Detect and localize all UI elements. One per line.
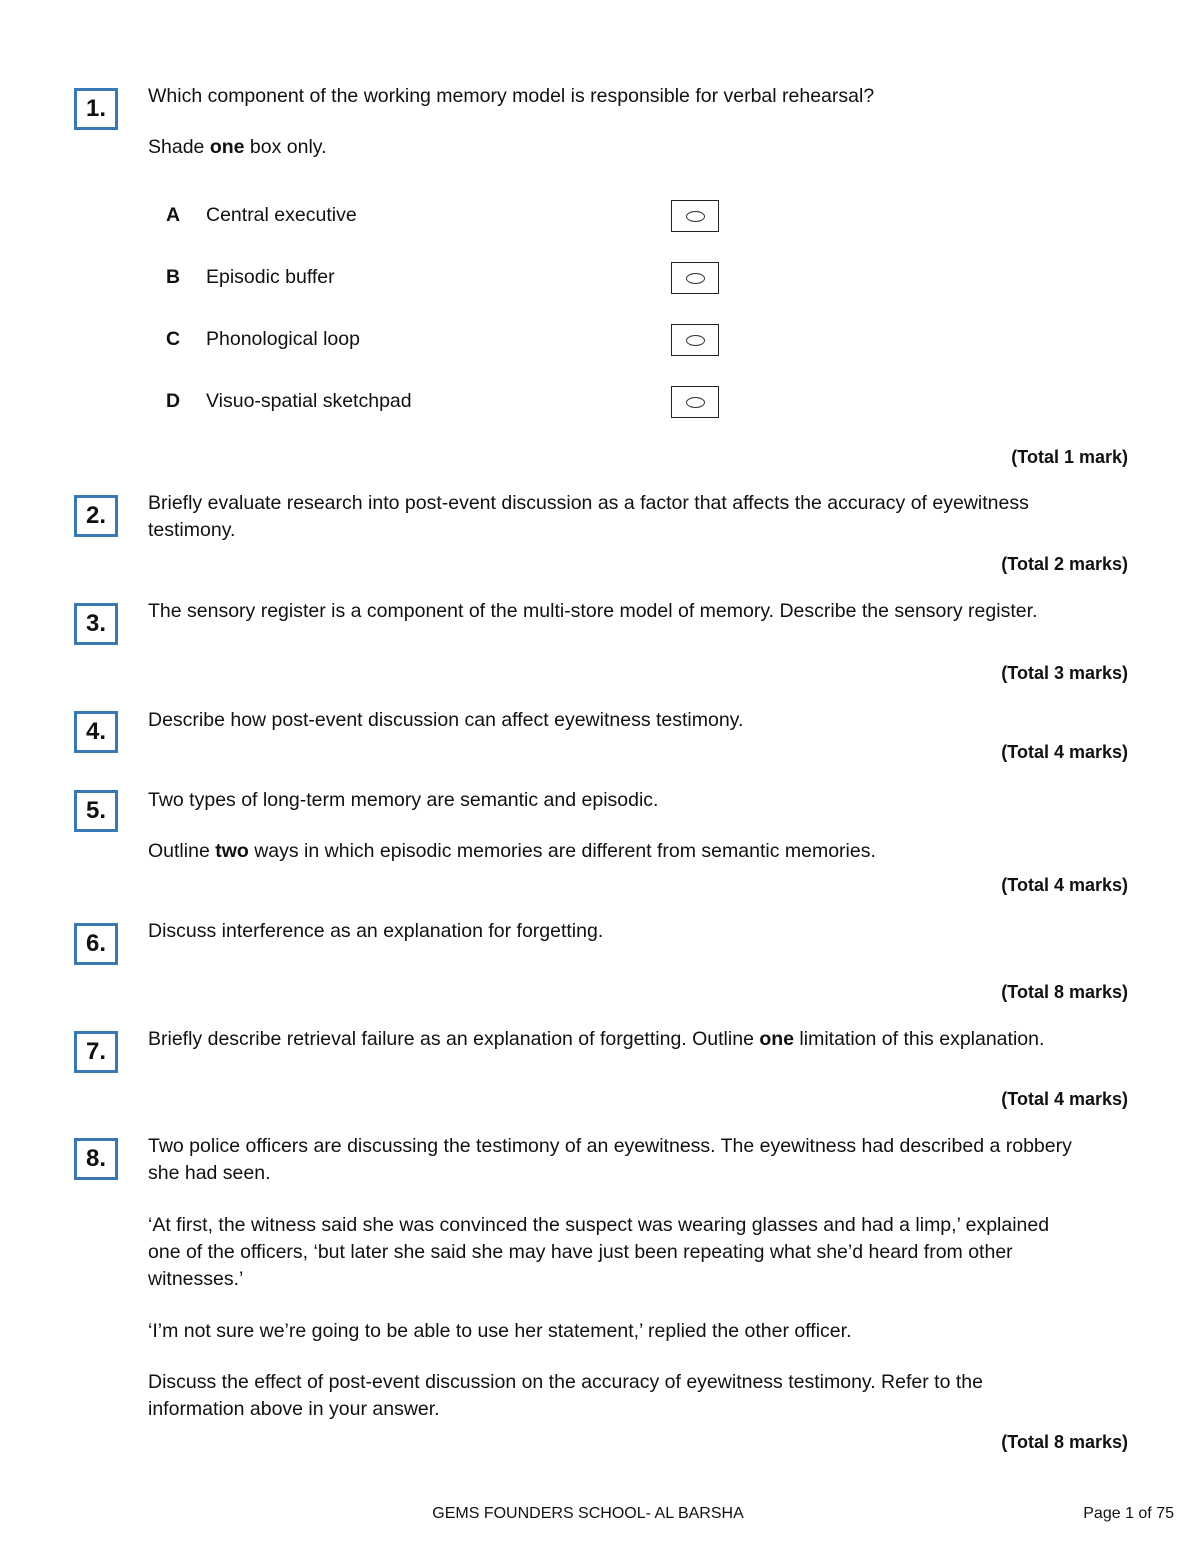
option-b-answer-box[interactable] bbox=[671, 262, 719, 294]
question-number-5: 5. bbox=[74, 790, 118, 832]
question-4-prompt: Describe how post-event discussion can affect eyewitness testimony. bbox=[148, 709, 744, 731]
oval-icon bbox=[686, 211, 705, 222]
option-d-label: Visuo-spatial sketchpad bbox=[206, 390, 412, 412]
question-number-8: 8. bbox=[74, 1138, 118, 1180]
oval-icon bbox=[686, 397, 705, 408]
question-5-total: (Total 4 marks) bbox=[1001, 875, 1128, 895]
question-4-total: (Total 4 marks) bbox=[1001, 742, 1128, 762]
question-6-prompt: Discuss interference as an explanation for forgetting. bbox=[148, 920, 604, 942]
question-3-prompt: The sensory register is a component of the multi-store model of memory. Describe the sensory register. bbox=[148, 600, 1038, 622]
question-number-2: 2. bbox=[74, 495, 118, 537]
task-text: ways in which episodic memories are different from semantic memories. bbox=[248, 840, 876, 862]
question-3-total: (Total 3 marks) bbox=[1001, 663, 1128, 683]
option-d-letter: D bbox=[166, 390, 181, 412]
footer-page-number: Page 1 of 75 bbox=[1083, 1505, 1174, 1522]
option-d-answer-box[interactable] bbox=[671, 386, 719, 418]
option-c-letter: C bbox=[166, 328, 181, 350]
prompt-text: Briefly describe retrieval failure as an explanation of forgetting. Outline bbox=[148, 1028, 760, 1050]
question-8-quote-2: ‘I’m not sure we’re going to be able to use her statement,’ replied the other officer. bbox=[148, 1320, 852, 1342]
question-number-3: 3. bbox=[74, 603, 118, 645]
task-text: Outline bbox=[148, 840, 216, 862]
question-number-6: 6. bbox=[74, 923, 118, 965]
question-8-prompt: Two police officers are discussing the testimony of an eyewitness. The eyewitness had described a robbery she had seen. bbox=[148, 1135, 1072, 1184]
prompt-text: limitation of this explanation. bbox=[794, 1028, 1045, 1050]
question-1-total: (Total 1 mark) bbox=[1011, 447, 1128, 467]
oval-icon bbox=[686, 273, 705, 284]
question-number-4: 4. bbox=[74, 711, 118, 753]
question-1-instruction bbox=[148, 134, 1083, 161]
option-c-label: Phonological loop bbox=[206, 328, 360, 350]
question-7-total: (Total 4 marks) bbox=[1001, 1089, 1128, 1109]
question-number-1: 1. bbox=[74, 88, 118, 130]
prompt-bold: one bbox=[759, 1028, 794, 1050]
instruction-text: box only. bbox=[244, 136, 327, 158]
oval-icon bbox=[686, 335, 705, 346]
question-8-quote-1: ‘At first, the witness said she was convinced the suspect was wearing glasses and had a limp,’ explained one of the officers, ‘but later she said she may have just been repeating what she’d heard from other witnesses.’ bbox=[148, 1214, 1050, 1290]
question-5-prompt: Two types of long-term memory are semantic and episodic. bbox=[148, 789, 659, 811]
option-a-letter: A bbox=[166, 204, 181, 226]
option-c-answer-box[interactable] bbox=[671, 324, 719, 356]
footer-school-name: GEMS FOUNDERS SCHOOL- AL BARSHA bbox=[432, 1505, 744, 1522]
question-7-prompt bbox=[148, 1026, 1083, 1053]
option-b-letter: B bbox=[166, 266, 181, 288]
question-6-total: (Total 8 marks) bbox=[1001, 982, 1128, 1002]
question-2-total: (Total 2 marks) bbox=[1001, 554, 1128, 574]
option-a-label: Central executive bbox=[206, 204, 357, 226]
question-8-total: (Total 8 marks) bbox=[1001, 1432, 1128, 1452]
instruction-text: Shade bbox=[148, 136, 210, 158]
question-5-task bbox=[148, 838, 1083, 865]
question-2-prompt: Briefly evaluate research into post-event discussion as a factor that affects the accuracy of eyewitness testimony. bbox=[148, 492, 1029, 541]
question-8-task: Discuss the effect of post-event discussion on the accuracy of eyewitness testimony. Refer to the information above in your answer. bbox=[148, 1371, 983, 1420]
task-bold: two bbox=[215, 840, 249, 862]
question-number-7: 7. bbox=[74, 1031, 118, 1073]
instruction-bold: one bbox=[209, 136, 245, 158]
option-b-label: Episodic buffer bbox=[206, 266, 335, 288]
question-1-prompt: Which component of the working memory model is responsible for verbal rehearsal? bbox=[148, 85, 875, 107]
option-a-answer-box[interactable] bbox=[671, 200, 719, 232]
